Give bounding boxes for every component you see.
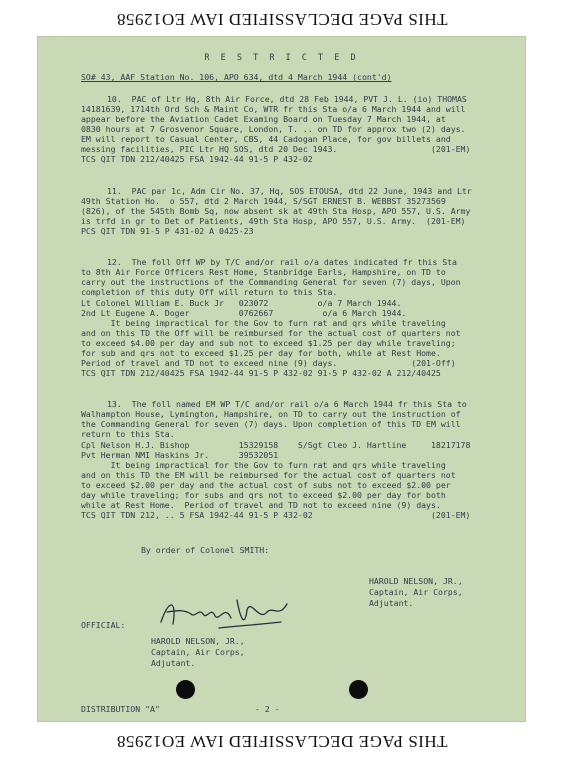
declassified-banner-top: THIS PAGE DECLASSIFIED IAW EO12958 xyxy=(116,10,448,29)
declassified-banner-bottom: THIS PAGE DECLASSIFIED IAW EO12958 xyxy=(116,732,448,751)
handwritten-signature xyxy=(155,592,295,636)
order-by-line: By order of Colonel SMITH: xyxy=(141,545,270,555)
para12-line-9: to exceed $4.00 per day and sub not to exceed $1.25 per day while traveling; xyxy=(81,338,456,348)
para13-line-2: Walhampton House, Lymington, Hampshire, on TD to carry out the instruction of xyxy=(81,409,461,419)
para13-line-8: and on this TD the EM will be reimbursed for the actual cost of quarters not xyxy=(81,470,456,480)
para10-line-7: TCS QIT TDN 212/40425 FSA 1942-44 91-5 P 432-02 xyxy=(81,154,313,164)
para12-officer-1: Lt Colonel William E. Buck Jr 023072 o/a 7 March 1944. xyxy=(81,298,402,308)
para13-line-11: while at Rest Home. Period of travel and TD not to exceed nine (9) days. xyxy=(81,500,441,510)
classification-label: R E S T R I C T E D xyxy=(204,53,359,63)
para12-line-12: TCS QIT TDN 212/40425 FSA 1942-44 91-5 P 432-02 91-5 P 432-02 A 212/40425 xyxy=(81,368,441,378)
punch-hole-right xyxy=(349,680,368,699)
official-label: OFFICIAL: xyxy=(81,620,126,630)
para10-line-6: messing facilities, PIC Ltr HQ SOS, dtd 20 Dec 1943. (201-EM) xyxy=(81,144,471,154)
para10-line-1: 10. PAC of Ltr Hq, 8th Air Force, dtd 28 Feb 1944, PVT J. L. (io) THOMAS xyxy=(107,94,467,104)
signer-right-title: Adjutant. xyxy=(369,598,414,608)
punch-hole-left xyxy=(176,680,195,699)
para11-line-2: 49th Station Ho. o 557, dtd 2 March 1944, S/SGT ERNEST B. WEBBST 35273569 xyxy=(81,196,446,206)
para10-line-2: 14181639, 1714th Ord Sch & Maint Co, WTR fr this Sta o/a 6 March 1944 and will xyxy=(81,104,466,114)
signer-left-rank: Captain, Air Corps, xyxy=(151,647,245,657)
signer-right-rank: Captain, Air Corps, xyxy=(369,587,463,597)
signer-left-name: HAROLD NELSON, JR., xyxy=(151,636,245,646)
para12-line-1: 12. The foll Off WP by T/C and/or rail o/a dates indicated fr this Sta xyxy=(107,257,457,267)
para13-line-9: to exceed $2.00 per day and the actual cost of subs not to exceed $2.00 per xyxy=(81,480,451,490)
signer-left-title: Adjutant. xyxy=(151,658,196,668)
para13-line-12: TCS QIT TDN 212, .. 5 FSA 1942-44 91-5 P 432-02 (201-EM) xyxy=(81,510,471,520)
para10-line-4: 0830 hours at 7 Grosvenor Square, London, T. .. on TD for approx two (2) days. xyxy=(81,124,466,134)
para11-line-4: is trfd in gr to Det of Patients, 49th Sta Hosp, APO 557, U.S. Army. (201-EM) xyxy=(81,216,466,226)
para10-line-5: EM will report to Casual Center, CBS, 44 Cadogan Place, for gov billets and xyxy=(81,134,451,144)
para11-line-5: PCS QIT TDN 91-5 P 431-02 A 0425-23 xyxy=(81,226,254,236)
para12-line-2: to 8th Air Force Officers Rest Home, Stanbridge Earls, Hampshire, on TD to xyxy=(81,267,446,277)
para12-line-4: completion of this duty Off will return to this Sta. xyxy=(81,287,338,297)
para12-line-8: and on this TD the Off will be reimbursed for the actual cost of quarters not xyxy=(81,328,461,338)
para10-line-3: appear before the Aviation Cadet Examing Board on Tuesday 7 March 1944, at xyxy=(81,114,446,124)
para13-line-4: return to this Sta. xyxy=(81,429,175,439)
para12-line-10: for sub and qrs not to exceed $1.25 per day for both, while at Rest Home. xyxy=(81,348,441,358)
para13-line-10: day while traveling; for subs and qrs not to exceed $2.00 per day for both xyxy=(81,490,446,500)
para11-line-1: 11. PAC par 1c, Adm Cir No. 37, Hq, SOS ETOUSA, dtd 22 June, 1943 and Ltr xyxy=(107,186,472,196)
distribution-label: DISTRIBUTION "A" xyxy=(81,704,160,714)
para12-line-7: It being impractical for the Gov to furn rat and qrs while traveling xyxy=(81,318,446,328)
para13-line-1: 13. The foll named EM WP T/C and/or rail o/a 6 March 1944 fr this Sta to xyxy=(107,399,467,409)
para13-enlisted-1: Cpl Nelson H.J. Bishop 15329158 S/Sgt Cleo J. Hartline 18217178 xyxy=(81,440,471,450)
para12-officer-2: 2nd Lt Eugene A. Doger 0762667 o/a 6 March 1944. xyxy=(81,308,407,318)
para13-enlisted-2: Pvt Herman NMI Haskins Jr. 39532051 xyxy=(81,450,279,460)
document-page xyxy=(37,36,526,722)
para12-line-3: carry out the instructions of the Commanding General for seven (7) days, Upon xyxy=(81,277,461,287)
para12-line-11: Period of travel and TD not to exceed nine (9) days. (201-Off) xyxy=(81,358,456,368)
page-number: - 2 - xyxy=(255,704,280,714)
order-header: SO# 43, AAF Station No. 106, APO 634, dtd 4 March 1944 (cont'd) xyxy=(81,72,392,82)
para13-line-7: It being impractical for the Gov to furn rat and qrs while traveling xyxy=(81,460,446,470)
signer-right-name: HAROLD NELSON, JR., xyxy=(369,576,463,586)
para11-line-3: (826), of the 545th Bomb Sq, now absent sk at 49th Sta Hosp, APO 557, U.S. Army xyxy=(81,206,471,216)
para13-line-3: the Commanding General for seven (7) days. Upon completion of this TD EM will xyxy=(81,419,461,429)
